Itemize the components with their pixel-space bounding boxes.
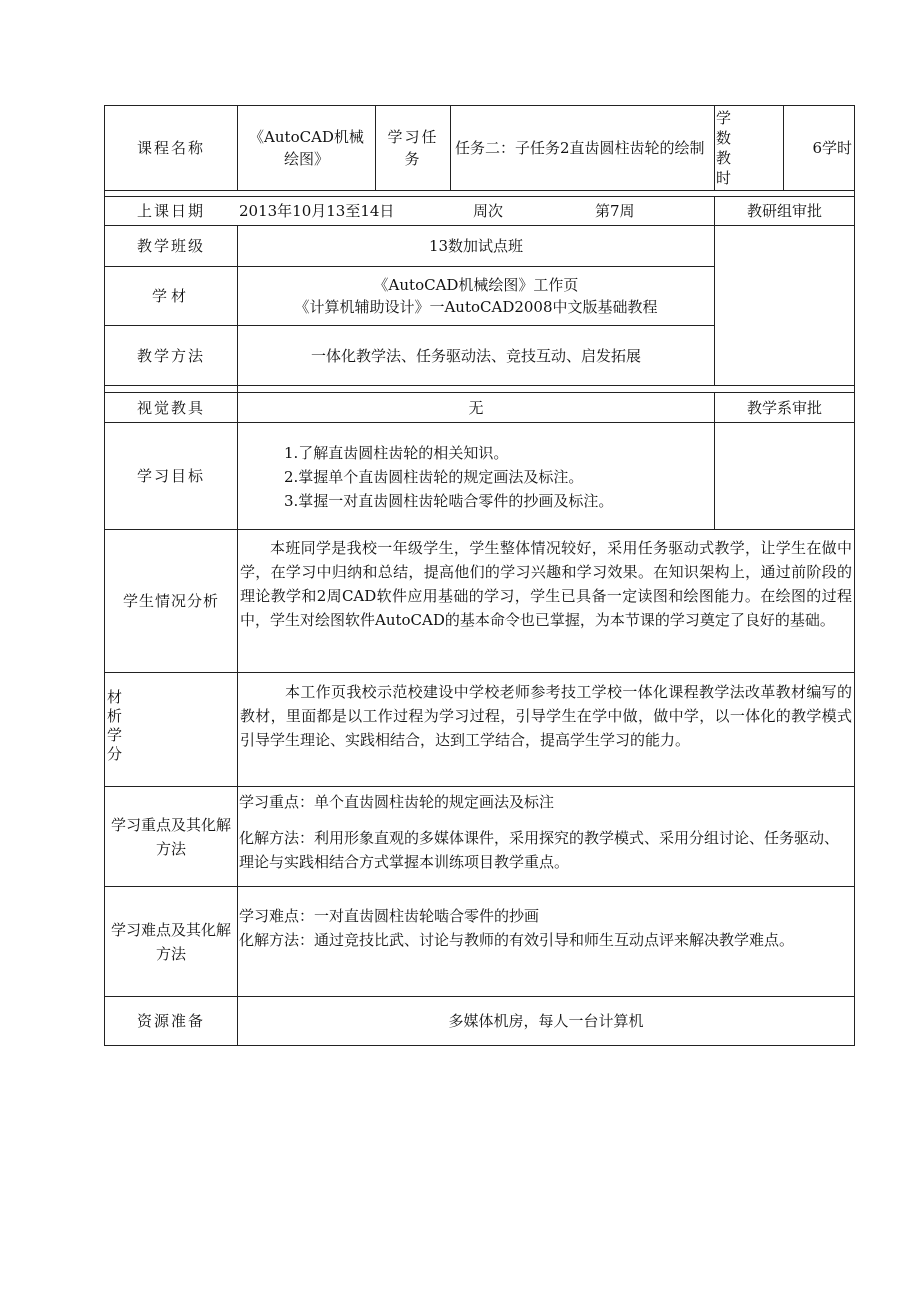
material-label: 学材 [151,287,190,305]
goals-label: 学习目标 [136,467,205,485]
difficulty-text: 学习难点：一对直齿圆柱齿轮啮合零件的抄画 [239,907,540,925]
key-points-content [239,790,851,884]
student-analysis-paragraph: 本班同学是我校一年级学生，学生整体情况较好，采用任务驱动式教学，让学生在做中学，在学习中归纳和总结，提高他们的学习兴趣和学习效果。在知识架构上，通过前阶段的理论教学和2周CAD软件应用基础的学习，学生已具备一定读图和绘图能力。在绘图的过程中，学生对绘图软件AutoCAD的基本命令也已掌握，为本节课的学习奠定了良好的基础。 [240,539,852,629]
hours-label: 学数教时 [716,109,732,187]
border-right [854,105,855,1046]
task-value: 任务二：子任务2直齿圆柱齿轮的绘制 [455,139,705,157]
label-char: 学 [107,726,123,744]
week-label: 周次 [473,202,504,220]
approval-teaching-group: 教研组审批 [746,202,822,220]
hours-value: 6学时 [812,139,852,157]
label-char: 分 [107,745,123,763]
visual-value: 无 [468,398,484,417]
class-value: 13数加试点班 [428,237,524,255]
course-name-value: 《AutoCAD机械绘图》 [249,128,364,168]
date-label: 上课日期 [136,202,205,220]
key-method-text: 化解方法：利用形象直观的多媒体课件，采用探究的教学模式、采用分组讨论、任务驱动、理论与实践相结合方式掌握本训练项目教学重点。 [239,829,840,871]
class-label: 教学班级 [136,237,205,255]
difficulty-label: 学习难点及其化解方法 [110,920,231,963]
goal-item: 1.了解直齿圆柱齿轮的相关知识。 [284,444,509,462]
divider [104,190,855,191]
goals-list [284,441,704,521]
goal-item: 2.掌握单个直齿圆柱齿轮的规定画法及标注。 [284,468,584,486]
key-points-label: 学习重点及其化解方法 [110,815,231,858]
key-point-text: 学习重点：单个直齿圆柱齿轮的规定画法及标注 [239,793,555,811]
goal-item: 3.掌握一对直齿圆柱齿轮啮合零件的抄画及标注。 [284,492,614,510]
student-analysis-label: 学生情况分析 [122,592,219,610]
week-value: 第7周 [595,202,635,220]
divider [714,105,715,191]
task-label: 学习任务 [387,128,439,168]
method-value: 一体化教学法、任务驱动法、竞技互动、启发拓展 [310,346,641,365]
method-label: 教学方法 [136,346,205,365]
student-analysis-text [238,536,854,666]
material-line-2: 《计算机辅助设计》一AutoCAD2008中文版基础教程 [294,298,658,316]
difficulty-method-text: 化解方法：通过竞技比武、讨论与教师的有效引导和师生互动点评来解决教学难点。 [239,931,795,949]
material-analysis-paragraph: 本工作页我校示范校建设中学校老师参考技工学校一体化课程教学法改革教材编写的教材，里面都是以工作过程为学习过程，引导学生在学中做，做中学，以一体化的教学模式引导学生理论、实践相结合，达到工学结合，提高学生学习的能力。 [240,683,852,749]
material-analysis-text [238,680,854,780]
border-bottom [104,1045,855,1046]
material-line-1: 《AutoCAD机械绘图》工作页 [373,276,579,294]
material-analysis-label [107,688,127,778]
difficulty-content [239,904,851,984]
approval-department: 教学系审批 [746,398,822,417]
divider [104,672,855,673]
label-char: 析 [107,707,123,725]
resource-value: 多媒体机房，每人一台计算机 [448,1012,644,1030]
divider [104,385,855,386]
resource-label: 资源准备 [136,1012,205,1030]
date-value: 2013年10月13至14日 [239,202,395,220]
label-char: 材 [107,688,123,706]
visual-label: 视觉教具 [136,398,205,417]
divider [714,422,715,529]
divider [714,225,715,385]
material-value [238,267,714,325]
course-name-label: 课程名称 [136,139,205,157]
